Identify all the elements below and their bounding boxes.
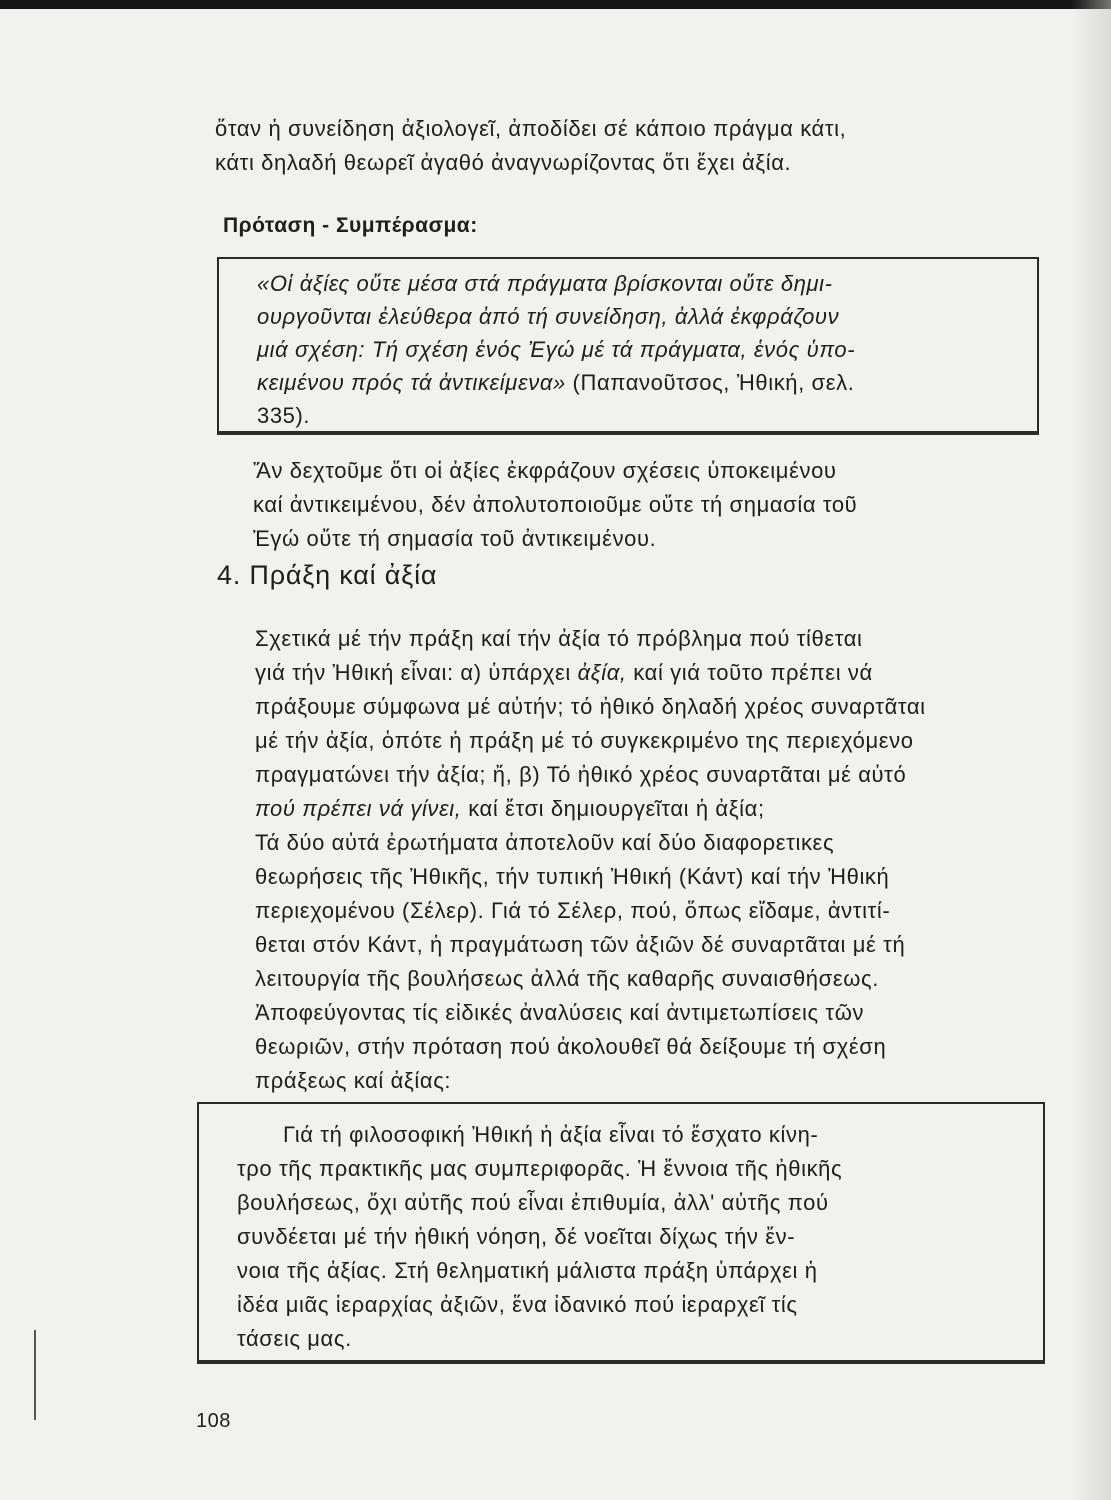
quote-line-italic: κειμένου πρός τά ἀντικείμενα» — [257, 370, 566, 395]
box-line: Γιά τή φιλοσοφική Ἠθική ἡ ἀξία εἶναι τό ἔσχατο κίνη- — [283, 1122, 819, 1147]
box-line: βουλήσεως, ὄχι αὐτῆς πού εἶναι ἐπιθυμία, ἀλλ' αὐτῆς πού — [237, 1190, 829, 1215]
paragraph-line: Ἄν δεχτοῦμε ὅτι οἱ ἀξίες ἐκφράζουν σχέσεις ὑποκειμένου — [253, 458, 837, 483]
paragraph-line: Ἀποφεύγοντας τίς εἰδικές ἀναλύσεις καί ἀντιμετωπίσεις τῶν — [255, 1000, 865, 1025]
paragraph-line: πράξεως καί ἀξίας: — [255, 1068, 452, 1093]
paragraph-text: γιά τήν Ἠθική εἶναι: α) ὑπάρχει — [255, 660, 578, 685]
intro-paragraph — [215, 112, 1065, 180]
proposal-heading: Πρόταση - Συμπέρασμα: — [223, 214, 478, 237]
intro-line: κάτι δηλαδή θεωρεῖ ἀγαθό ἀναγνωρίζοντας ὅτι ἔχει ἀξία. — [215, 150, 792, 175]
page-number: 108 — [196, 1410, 231, 1432]
section-heading: 4. Πράξη καί ἀξία — [217, 560, 438, 590]
box-line: τάσεις μας. — [237, 1326, 352, 1351]
quote-line: 335). — [257, 403, 311, 428]
scan-margin-mark — [34, 1330, 36, 1420]
box-line: νοια τῆς ἀξίας. Στή θεληματική μάλιστα πράξη ὑπάρχει ἡ — [237, 1258, 818, 1283]
paragraph-line: Τά δύο αὐτά ἐρωτήματα ἀποτελοῦν καί δύο διαφορετικες — [255, 830, 835, 855]
box-line: συνδέεται μέ τήν ἠθική νόηση, δέ νοεῖται δίχως τήν ἔν- — [237, 1224, 796, 1249]
paragraph-line: θεωριῶν, στήν πρόταση πού ἀκολουθεῖ θά δείξουμε τή σχέση — [255, 1034, 887, 1059]
paragraph-line: πράξουμε σύμφωνα μέ αὐτήν; τό ἠθικό δηλαδή χρέος συναρτᾶται — [255, 694, 926, 719]
paragraph-line: λειτουργία τῆς βουλήσεως ἀλλά τῆς καθαρῆς συναισθήσεως. — [255, 966, 879, 991]
paragraph-line — [215, 792, 1065, 826]
paragraph-line: πραγματώνει τήν ἀξία; ἤ, β) Τό ἠθικό χρέος συναρτᾶται μέ αὐτό — [255, 762, 907, 787]
quote-line — [257, 366, 1023, 399]
paragraph-line: Ἐγώ οὔτε τή σημασία τοῦ ἀντικειμένου. — [253, 526, 657, 551]
scan-right-shadow — [1071, 0, 1111, 1500]
emphasis-text: ἀξία, — [577, 660, 627, 685]
proposal-box — [197, 1102, 1045, 1364]
paragraph-line: περιεχομένου (Σέλερ). Γιά τό Σέλερ, πού, ὅπως εἴδαμε, ἀντιτί- — [255, 898, 891, 923]
paragraph-line: Σχετικά μέ τήν πράξη καί τήν ἀξία τό πρόβλημα πού τίθεται — [255, 626, 863, 651]
quote-line: «Οἱ ἀξίες οὔτε μέσα στά πράγματα βρίσκονται οὔτε δημι- — [257, 271, 833, 296]
quote-source: (Παπανοῦτσος, Ἠθική, σελ. — [565, 370, 855, 395]
quote-box — [217, 257, 1039, 435]
box-line: ἰδέα μιᾶς ἱεραρχίας ἀξιῶν, ἕνα ἰδανικό πού ἱεραρχεῖ τίς — [237, 1292, 798, 1317]
scan-top-edge — [0, 0, 1111, 9]
paragraph-relations — [215, 454, 1065, 556]
quote-line: ουργοῦνται ἐλεύθερα ἀπό τή συνείδηση, ἀλλά ἐκφράζουν — [257, 304, 840, 329]
paragraph-action-value — [215, 622, 1065, 1098]
paragraph-text: καί γιά τοῦτο πρέπει νά — [626, 660, 873, 685]
paragraph-line — [215, 656, 1065, 690]
paragraph-line: μέ τήν ἀξία, ὁπότε ἡ πράξη μέ τό συγκεκριμένο της περιεχόμενο — [255, 728, 914, 753]
quote-line: μιά σχέση: Τή σχέση ἑνός Ἐγώ μέ τά πράγματα, ἑνός ὑπο- — [257, 337, 856, 362]
paragraph-line: καί ἀντικειμένου, δέν ἀπολυτοποιοῦμε οὔτε τή σημασία τοῦ — [253, 492, 858, 517]
paragraph-line: θεται στόν Κάντ, ἡ πραγμάτωση τῶν ἀξιῶν δέ συναρτᾶται μέ τή — [255, 932, 906, 957]
box-line: τρο τῆς πρακτικῆς μας συμπεριφορᾶς. Ἡ ἔννοια τῆς ἠθικῆς — [237, 1156, 843, 1181]
paragraph-line: θεωρήσεις τῆς Ἠθικῆς, τήν τυπική Ἠθική (Κάντ) καί τήν Ἠθική — [255, 864, 890, 889]
intro-line: ὅταν ἡ συνείδηση ἀξιολογεῖ, ἀποδίδει σέ κάποιο πράγμα κάτι, — [215, 116, 847, 141]
emphasis-text: πού πρέπει νά γίνει, — [255, 796, 462, 821]
paragraph-text: καί ἔτσι δημιουργεῖται ἡ ἀξία; — [461, 796, 765, 821]
